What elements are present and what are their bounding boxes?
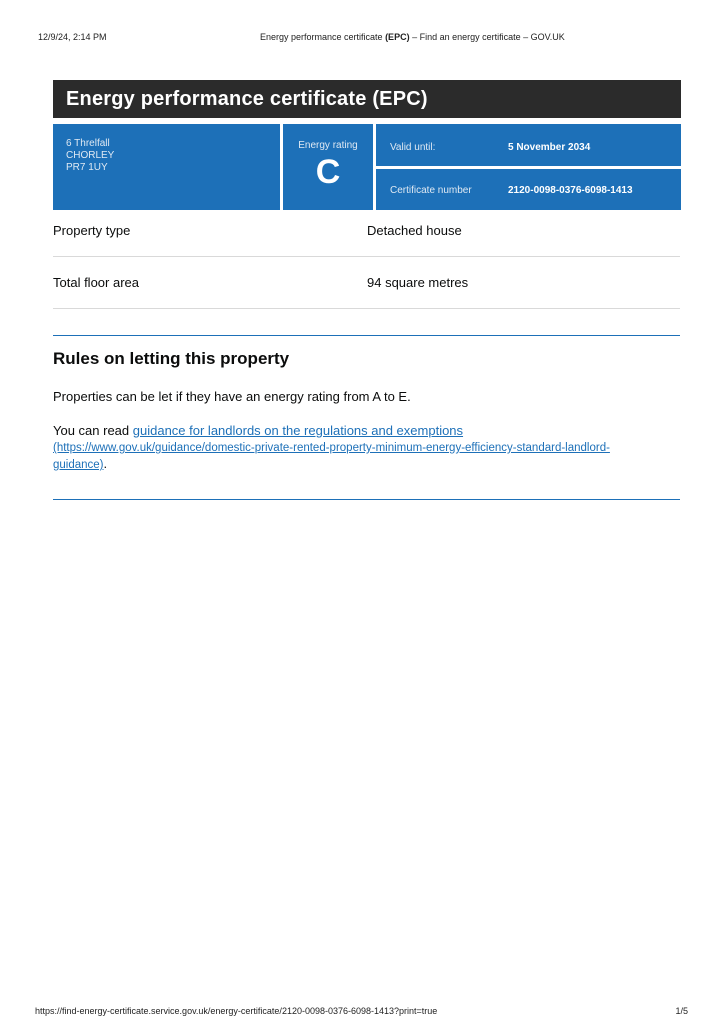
row-divider — [53, 308, 680, 309]
rules-paragraph: Properties can be let if they have an energy rating from A to E. — [53, 389, 411, 404]
guidance-suffix: . — [103, 456, 108, 471]
energy-rating-letter: C — [315, 153, 341, 191]
print-title-suffix: – Find an energy certificate – GOV.UK — [409, 32, 565, 42]
guidance-url-line[interactable]: guidance) — [53, 459, 104, 471]
print-url: https://find-energy-certificate.service.gov.uk/energy-certificate/2120-0098-0376-6098-1413?print=true — [35, 1006, 438, 1016]
floor-area-value: 94 square metres — [367, 275, 469, 290]
certificate-number-box — [376, 169, 681, 210]
property-type-label: Property type — [53, 223, 131, 238]
property-type-value: Detached house — [367, 223, 462, 238]
valid-until-label: Valid until: — [390, 142, 436, 153]
certificate-number-label: Certificate number — [390, 185, 472, 196]
certificate-number-value: 2120-0098-0376-6098-1413 — [508, 185, 633, 196]
address-line: PR7 1UY — [66, 162, 108, 173]
energy-rating-box — [283, 124, 373, 210]
energy-rating-label: Energy rating — [298, 140, 358, 151]
print-header — [38, 32, 688, 44]
address-line: CHORLEY — [66, 150, 115, 161]
print-footer — [35, 1006, 688, 1018]
property-address — [53, 124, 280, 210]
certificate-summary — [53, 124, 681, 210]
print-page-title — [260, 32, 565, 42]
guidance-paragraph — [53, 423, 680, 473]
guidance-url-line[interactable]: (https://www.gov.uk/guidance/domestic-private-rented-property-minimum-energy-efficiency-standard-landlord- — [53, 442, 610, 454]
guidance-prefix: You can read — [53, 423, 133, 438]
section-divider — [53, 335, 680, 336]
page-number: 1/5 — [675, 1006, 688, 1016]
print-title-part: Energy performance certificate — [260, 32, 386, 42]
print-datetime: 12/9/24, 2:14 PM — [38, 32, 107, 42]
valid-until-box — [376, 124, 681, 166]
guidance-link[interactable]: guidance for landlords on the regulations and exemptions — [132, 423, 464, 438]
rules-heading: Rules on letting this property — [53, 349, 290, 368]
section-divider — [53, 499, 680, 500]
valid-until-value: 5 November 2034 — [508, 142, 591, 153]
address-line: 6 Threlfall — [66, 138, 110, 149]
floor-area-label: Total floor area — [53, 275, 139, 290]
row-divider — [53, 256, 680, 257]
certificate-heading: Energy performance certificate (EPC) — [53, 80, 681, 118]
print-title-bold: (EPC) — [385, 32, 410, 42]
